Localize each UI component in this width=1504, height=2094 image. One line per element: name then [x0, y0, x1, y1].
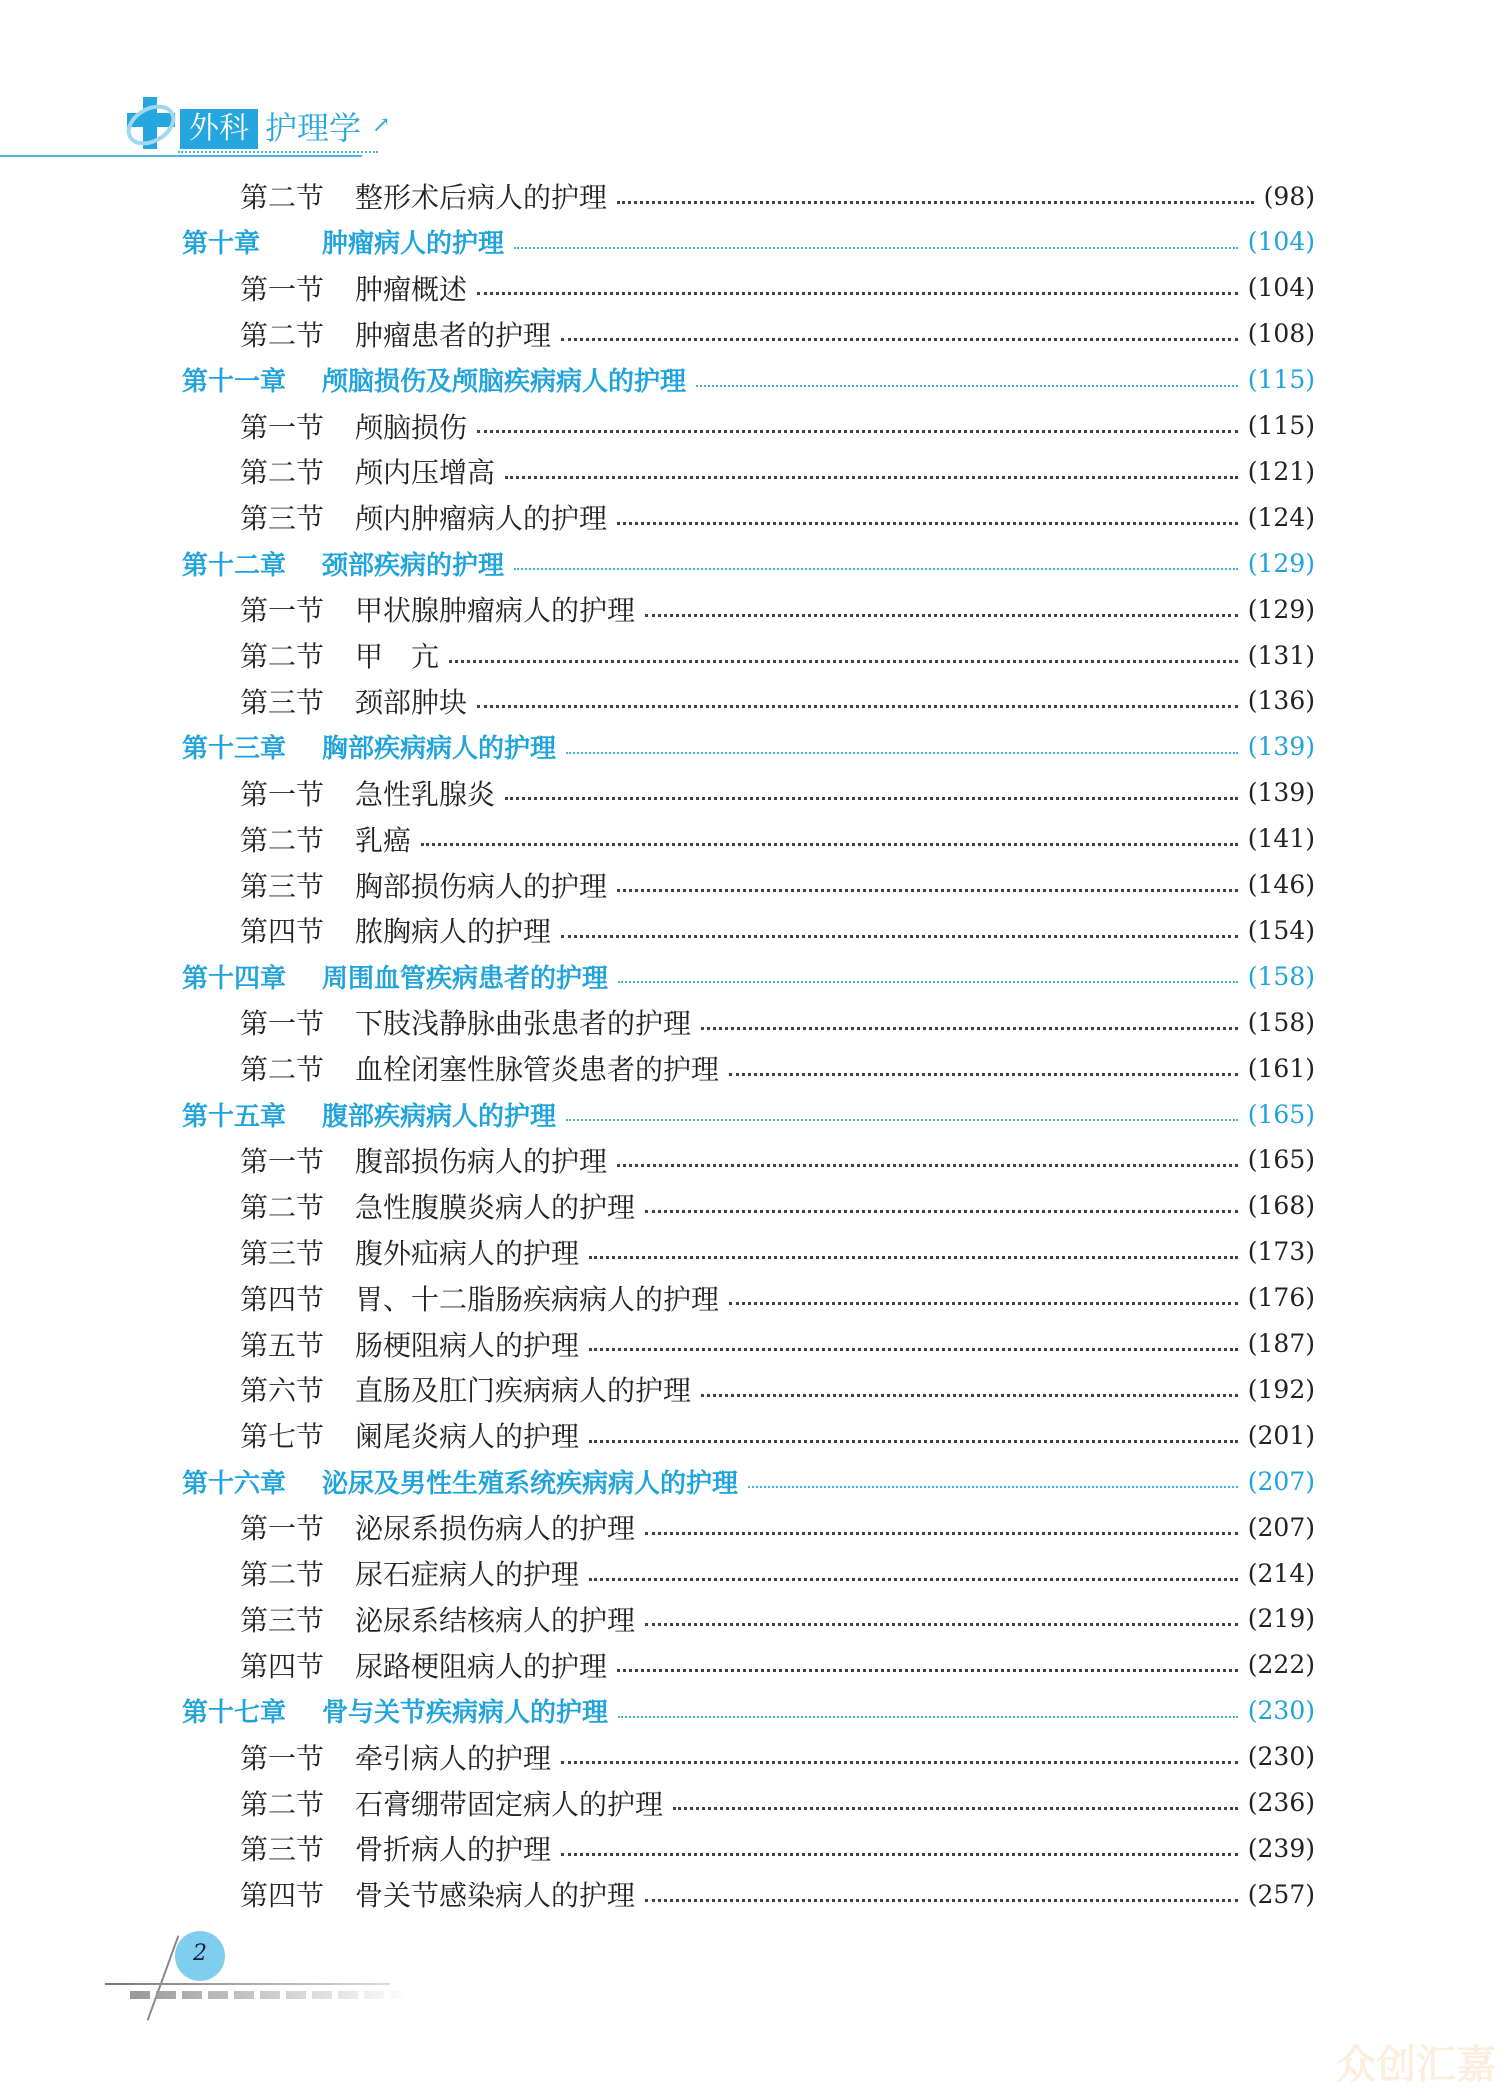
- entry-page-number: (104): [1247, 273, 1315, 303]
- entry-page-number: (236): [1247, 1788, 1315, 1817]
- entry-page-number: (115): [1247, 365, 1315, 395]
- toc-section-entry[interactable]: [240, 863, 1315, 907]
- entry-label: 第二节: [240, 640, 325, 673]
- leader-dots: [505, 797, 1238, 800]
- entry-label: 第四节: [240, 1649, 325, 1683]
- leader-dots: [477, 292, 1238, 295]
- entry-title: 阑尾炎病人的护理: [355, 1420, 580, 1454]
- leader-dots: [729, 1302, 1238, 1305]
- entry-page-number: (154): [1247, 915, 1315, 945]
- leader-dots: [561, 1853, 1238, 1856]
- entry-title: 腹部损伤病人的护理: [355, 1144, 608, 1178]
- entry-label: 第二节: [240, 1787, 325, 1821]
- entry-label: 第一节: [240, 777, 325, 811]
- leader-dots: [701, 1027, 1238, 1030]
- entry-page-number: (201): [1247, 1420, 1315, 1450]
- entry-label: 第一节: [240, 1741, 325, 1775]
- entry-page-number: (192): [1247, 1374, 1315, 1404]
- leader-dots: [617, 1164, 1238, 1167]
- entry-label: 第十三章: [182, 734, 287, 765]
- entry-page-number: (168): [1247, 1191, 1315, 1221]
- entry-title: 乳癌: [355, 823, 412, 857]
- entry-title: 整形术后病人的护理: [355, 181, 608, 214]
- entry-label: 第二节: [240, 1053, 325, 1087]
- leader-dots: [589, 1578, 1238, 1581]
- medical-cross-logo-icon: [125, 95, 177, 151]
- entry-page-number: (257): [1247, 1879, 1315, 1909]
- entry-label: 第三节: [240, 1603, 325, 1637]
- leader-dots: [617, 522, 1238, 525]
- toc-section-entry[interactable]: [240, 266, 1315, 310]
- entry-page-number: (108): [1247, 319, 1315, 349]
- entry-label: 第七节: [240, 1420, 325, 1454]
- entry-label: 第六节: [240, 1374, 325, 1408]
- toc-section-entry[interactable]: [240, 1505, 1315, 1549]
- entry-page-number: (131): [1247, 640, 1315, 670]
- entry-title: 下肢浅静脉曲张患者的护理: [355, 1007, 692, 1041]
- leader-dots: [645, 1623, 1238, 1626]
- leader-dots: [617, 201, 1254, 204]
- entry-page-number: (219): [1247, 1604, 1315, 1634]
- leader-dots: [514, 568, 1238, 570]
- entry-page-number: (230): [1247, 1696, 1315, 1726]
- entry-page-number: (104): [1247, 227, 1315, 257]
- header-rule: [0, 155, 362, 157]
- toc-section-entry[interactable]: [240, 1000, 1315, 1044]
- leader-dots: [645, 1210, 1238, 1213]
- toc-section-entry[interactable]: [240, 1184, 1315, 1228]
- entry-label: 第三节: [240, 685, 325, 719]
- entry-title: 颈部疾病的护理: [322, 550, 505, 581]
- entry-title: 腹部疾病病人的护理: [322, 1101, 557, 1132]
- toc-section-entry[interactable]: [240, 1872, 1315, 1916]
- leader-dots: [561, 338, 1238, 341]
- toc-chapter-entry[interactable]: [182, 220, 1315, 264]
- running-header: [0, 95, 420, 165]
- leader-dots: [477, 430, 1238, 433]
- entry-label: 第十二章: [182, 550, 287, 581]
- entry-label: 第一节: [240, 410, 325, 444]
- toc-chapter-entry[interactable]: [182, 1689, 1315, 1733]
- entry-label: 第三节: [240, 502, 325, 536]
- entry-title: 肿瘤患者的护理: [355, 318, 552, 352]
- entry-label: 第一节: [240, 1144, 325, 1178]
- toc-section-entry[interactable]: [240, 174, 1315, 218]
- entry-label: 第十四章: [182, 963, 287, 994]
- entry-label: 第十五章: [182, 1101, 287, 1132]
- entry-page-number: (141): [1247, 824, 1315, 854]
- toc-section-entry[interactable]: [240, 1826, 1315, 1870]
- toc-chapter-entry[interactable]: [182, 1092, 1315, 1136]
- leader-dots: [477, 705, 1238, 708]
- book-title-rest: 护理学: [265, 109, 362, 147]
- entry-label: 第二节: [240, 181, 325, 214]
- entry-title: 周围血管疾病患者的护理: [322, 963, 609, 994]
- arrow-icon: ↗: [372, 113, 391, 138]
- toc-section-entry[interactable]: [240, 449, 1315, 493]
- entry-page-number: (230): [1247, 1742, 1315, 1772]
- toc-section-entry[interactable]: [240, 587, 1315, 631]
- toc-chapter-entry[interactable]: [182, 1459, 1315, 1503]
- toc-section-entry[interactable]: [240, 1551, 1315, 1595]
- toc-chapter-entry[interactable]: [182, 954, 1315, 998]
- toc-section-entry[interactable]: [240, 1276, 1315, 1320]
- entry-label: 第三节: [240, 1833, 325, 1867]
- entry-page-number: (129): [1247, 548, 1315, 578]
- entry-page-number: (161): [1247, 1053, 1315, 1083]
- leader-dots: [561, 1761, 1238, 1764]
- entry-label: 第五节: [240, 1328, 325, 1362]
- toc-section-entry[interactable]: [240, 679, 1315, 723]
- entry-title: 肠梗阻病人的护理: [355, 1328, 580, 1362]
- entry-title: 石膏绷带固定病人的护理: [355, 1787, 664, 1821]
- entry-label: 第十六章: [182, 1468, 287, 1499]
- entry-label: 第二节: [240, 1558, 325, 1591]
- entry-label: 第一节: [240, 272, 325, 306]
- entry-page-number: (207): [1247, 1466, 1315, 1496]
- entry-title: 甲 亢: [355, 640, 440, 673]
- entry-title: 牵引病人的护理: [355, 1741, 552, 1775]
- entry-label: 第一节: [240, 594, 325, 628]
- entry-label: 第二节: [240, 823, 325, 857]
- toc-section-entry[interactable]: [240, 1138, 1315, 1182]
- leader-dots: [645, 1899, 1238, 1902]
- toc-section-entry[interactable]: [240, 771, 1315, 815]
- toc-section-entry[interactable]: [240, 312, 1315, 356]
- entry-title: 颅内压增高: [355, 456, 496, 490]
- entry-page-number: (165): [1247, 1145, 1315, 1175]
- entry-page-number: (176): [1247, 1283, 1315, 1313]
- entry-page-number: (136): [1247, 686, 1315, 716]
- entry-page-number: (115): [1247, 411, 1315, 440]
- leader-dots: [514, 247, 1238, 249]
- entry-title: 血栓闭塞性脉管炎患者的护理: [355, 1053, 720, 1087]
- entry-label: 第二节: [240, 1190, 325, 1224]
- entry-page-number: (187): [1247, 1329, 1315, 1358]
- footer-rule: [105, 1983, 390, 1985]
- toc-section-entry[interactable]: [240, 908, 1315, 952]
- entry-page-number: (129): [1247, 594, 1315, 624]
- book-title-highlight: 外科: [180, 109, 258, 149]
- entry-title: 胃、十二脂肠疾病病人的护理: [355, 1282, 720, 1316]
- entry-label: 第二节: [240, 318, 325, 352]
- leader-dots: [421, 843, 1238, 846]
- entry-title: 颅脑损伤: [355, 410, 468, 444]
- toc-section-entry[interactable]: [240, 1781, 1315, 1825]
- entry-label: 第四节: [240, 915, 325, 949]
- entry-page-number: (173): [1247, 1237, 1315, 1267]
- entry-page-number: (239): [1247, 1833, 1315, 1863]
- leader-dots: [618, 1716, 1238, 1718]
- toc-section-entry[interactable]: [240, 404, 1315, 448]
- entry-page-number: (222): [1247, 1650, 1315, 1680]
- entry-label: 第四节: [240, 1879, 325, 1913]
- toc-section-entry[interactable]: [240, 1413, 1315, 1457]
- entry-title: 脓胸病人的护理: [355, 915, 552, 949]
- entry-label: 第十章: [182, 229, 261, 260]
- entry-label: 第三节: [240, 869, 325, 903]
- entry-title: 泌尿系结核病人的护理: [355, 1603, 636, 1637]
- entry-title: 颅内肿瘤病人的护理: [355, 502, 608, 536]
- entry-page-number: (207): [1247, 1512, 1315, 1542]
- footer-slash-decoration: [147, 1935, 180, 2020]
- footer-dash-decoration: [130, 1991, 410, 1999]
- entry-page-number: (165): [1247, 1099, 1315, 1129]
- entry-label: 第三节: [240, 1236, 325, 1270]
- entry-label: 第一节: [240, 1007, 325, 1041]
- toc-section-entry[interactable]: [240, 1643, 1315, 1687]
- leader-dots: [561, 935, 1238, 938]
- entry-page-number: (158): [1247, 961, 1315, 991]
- leader-dots: [617, 1669, 1238, 1672]
- leader-dots: [701, 1394, 1238, 1397]
- entry-title: 颅脑损伤及颅脑疾病病人的护理: [322, 367, 687, 398]
- toc-chapter-entry[interactable]: [182, 725, 1315, 769]
- toc-section-entry[interactable]: [240, 1322, 1315, 1366]
- leader-dots: [618, 981, 1238, 983]
- leader-dots: [729, 1073, 1238, 1076]
- entry-label: 第四节: [240, 1282, 325, 1316]
- page-footer: [100, 1915, 420, 1995]
- entry-page-number: (158): [1247, 1007, 1315, 1037]
- leader-dots: [645, 1532, 1238, 1535]
- entry-label: 第二节: [240, 456, 325, 490]
- leader-dots: [566, 752, 1238, 754]
- entry-page-number: (214): [1247, 1558, 1315, 1588]
- entry-title: 泌尿系损伤病人的护理: [355, 1512, 636, 1546]
- entry-title: 急性腹膜炎病人的护理: [355, 1190, 636, 1224]
- entry-title: 急性乳腺炎: [355, 777, 496, 811]
- toc-section-entry[interactable]: [240, 1367, 1315, 1411]
- leader-dots: [505, 476, 1238, 479]
- entry-title: 腹外疝病人的护理: [355, 1236, 580, 1270]
- entry-page-number: (124): [1247, 502, 1315, 532]
- toc-chapter-entry[interactable]: [182, 541, 1315, 585]
- leader-dots: [589, 1256, 1238, 1259]
- entry-title: 尿石症病人的护理: [355, 1558, 580, 1591]
- entry-page-number: (146): [1247, 870, 1315, 899]
- leader-dots: [589, 1348, 1238, 1351]
- entry-title: 甲状腺肿瘤病人的护理: [355, 594, 636, 628]
- entry-title: 骨与关节疾病病人的护理: [322, 1698, 609, 1729]
- entry-label: 第一节: [240, 1512, 325, 1546]
- leader-dots: [748, 1486, 1238, 1488]
- header-dotted-line: [178, 151, 378, 153]
- entry-title: 尿路梗阻病人的护理: [355, 1649, 608, 1683]
- entry-title: 肿瘤病人的护理: [322, 229, 505, 260]
- watermark: 众创汇嘉: [1336, 2042, 1496, 2088]
- toc-section-entry[interactable]: [240, 633, 1315, 677]
- toc-section-entry[interactable]: [240, 1230, 1315, 1274]
- leader-dots: [696, 385, 1238, 387]
- toc-section-entry[interactable]: [240, 1735, 1315, 1779]
- entry-label: 第十一章: [182, 367, 287, 398]
- entry-title: 胸部疾病病人的护理: [322, 734, 557, 765]
- entry-title: 胸部损伤病人的护理: [355, 869, 608, 903]
- entry-label: 第十七章: [182, 1698, 287, 1729]
- entry-title: 泌尿及男性生殖系统疾病病人的护理: [322, 1468, 739, 1499]
- leader-dots: [673, 1807, 1238, 1810]
- leader-dots: [617, 889, 1238, 892]
- entry-title: 骨折病人的护理: [355, 1833, 552, 1867]
- page-number: 2: [175, 1931, 225, 1981]
- entry-title: 肿瘤概述: [355, 272, 468, 306]
- leader-dots: [449, 660, 1238, 663]
- entry-title: 颈部肿块: [355, 685, 468, 719]
- entry-page-number: (139): [1247, 778, 1315, 808]
- entry-title: 直肠及肛门疾病病人的护理: [355, 1374, 692, 1408]
- leader-dots: [566, 1119, 1238, 1121]
- entry-page-number: (121): [1247, 456, 1315, 486]
- toc-section-entry[interactable]: [240, 495, 1315, 539]
- entry-page-number: (98): [1263, 181, 1315, 211]
- entry-title: 骨关节感染病人的护理: [355, 1879, 636, 1913]
- toc-section-entry[interactable]: [240, 1046, 1315, 1090]
- toc-section-entry[interactable]: [240, 817, 1315, 861]
- leader-dots: [589, 1440, 1238, 1443]
- toc-section-entry[interactable]: [240, 1597, 1315, 1641]
- leader-dots: [645, 614, 1238, 617]
- entry-page-number: (139): [1247, 732, 1315, 762]
- toc-chapter-entry[interactable]: [182, 358, 1315, 402]
